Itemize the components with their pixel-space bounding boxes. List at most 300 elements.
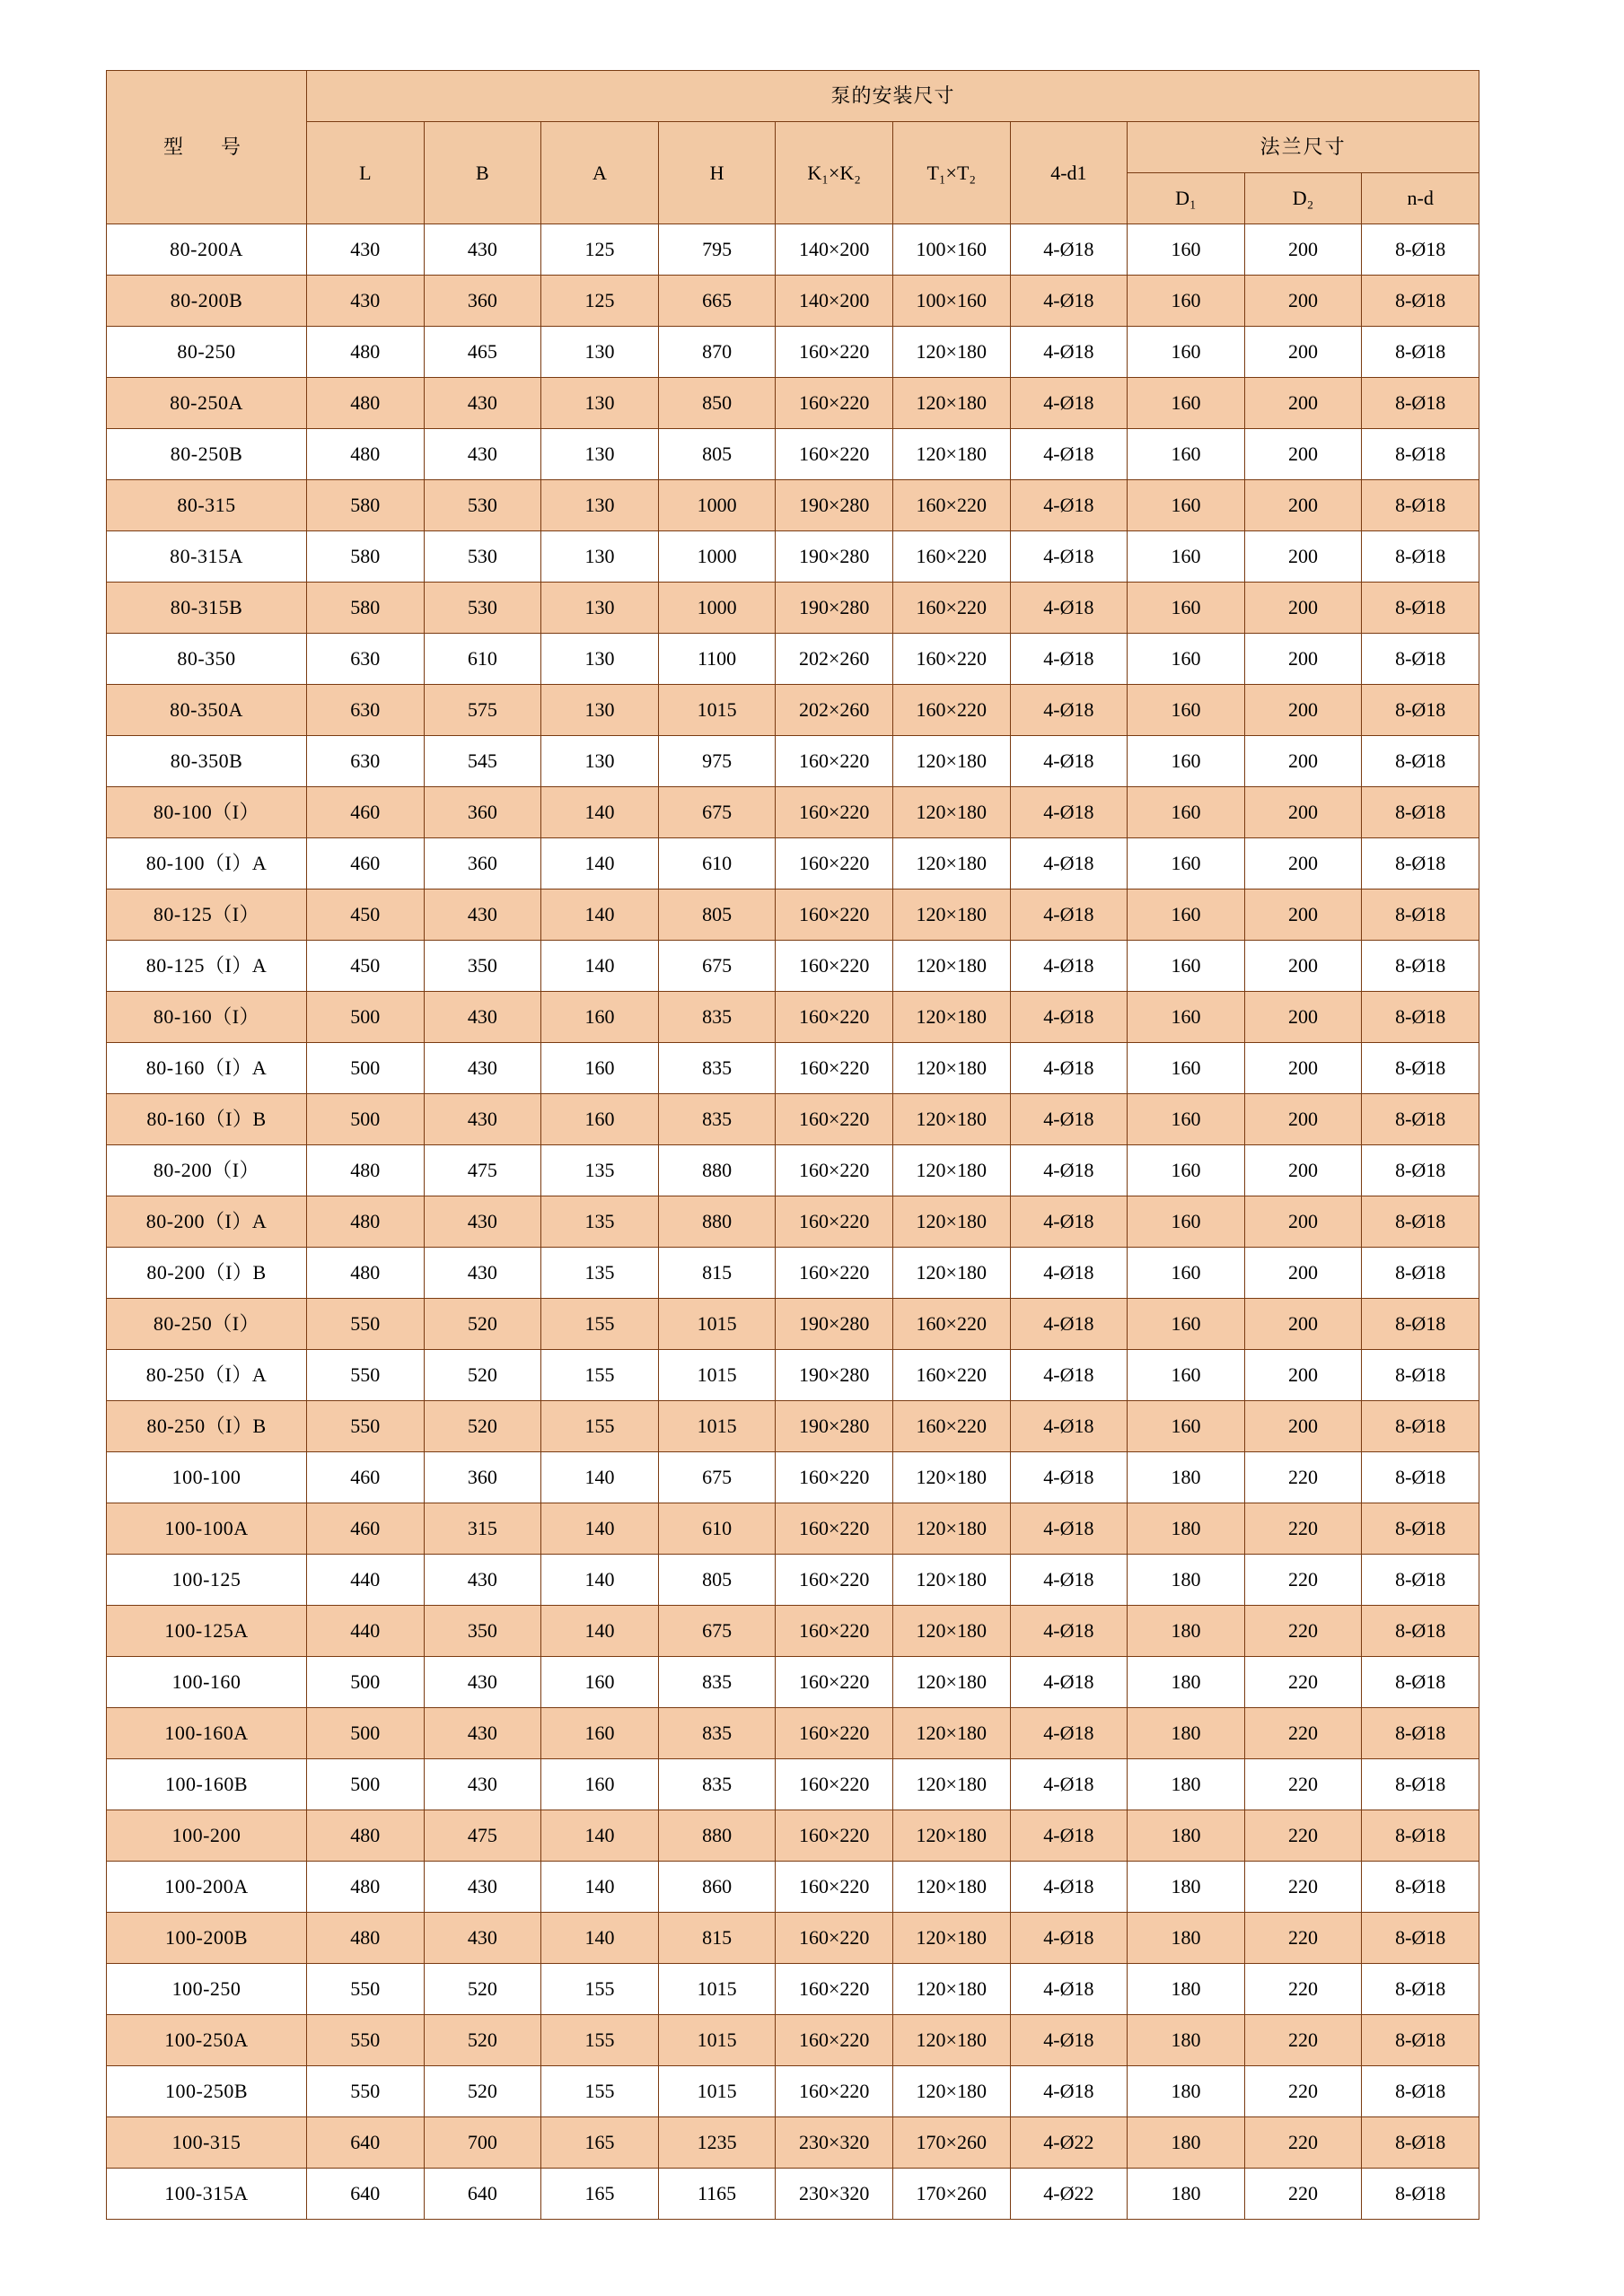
cell-D2: 200 [1244,327,1362,378]
cell-B: 610 [424,634,541,685]
cell-L: 630 [307,736,425,787]
cell-K: 160×220 [776,1810,893,1862]
cell-model: 80-160（I）A [107,1043,307,1094]
cell-H: 880 [658,1810,776,1862]
cell-L: 460 [307,838,425,889]
cell-K: 160×220 [776,1196,893,1248]
cell-B: 530 [424,583,541,634]
cell-d1: 4-Ø18 [1010,1452,1128,1503]
cell-nd: 8-Ø18 [1362,634,1479,685]
cell-d1: 4-Ø18 [1010,838,1128,889]
cell-B: 430 [424,889,541,941]
cell-model: 80-250（I）A [107,1350,307,1401]
table-row [107,1248,1479,1299]
cell-H: 880 [658,1196,776,1248]
cell-model: 80-350B [107,736,307,787]
cell-D1: 180 [1128,1913,1245,1964]
cell-A: 135 [541,1196,659,1248]
cell-T: 120×180 [892,1964,1010,2015]
cell-H: 1235 [658,2117,776,2169]
cell-B: 350 [424,941,541,992]
cell-H: 1000 [658,583,776,634]
cell-B: 430 [424,992,541,1043]
cell-T: 120×180 [892,1503,1010,1555]
cell-K: 160×220 [776,736,893,787]
cell-H: 665 [658,276,776,327]
cell-A: 155 [541,2015,659,2066]
cell-nd: 8-Ø18 [1362,1145,1479,1196]
cell-nd: 8-Ø18 [1362,1759,1479,1810]
cell-A: 155 [541,2066,659,2117]
cell-nd: 8-Ø18 [1362,736,1479,787]
cell-nd: 8-Ø18 [1362,1401,1479,1452]
cell-model: 100-125 [107,1555,307,1606]
cell-K: 160×220 [776,889,893,941]
cell-d1: 4-Ø18 [1010,480,1128,531]
table-row [107,1401,1479,1452]
cell-H: 610 [658,1503,776,1555]
cell-B: 430 [424,1862,541,1913]
cell-B: 520 [424,1350,541,1401]
cell-D1: 180 [1128,1708,1245,1759]
cell-d1: 4-Ø18 [1010,1043,1128,1094]
cell-model: 80-315 [107,480,307,531]
cell-D1: 160 [1128,838,1245,889]
cell-D2: 200 [1244,1196,1362,1248]
cell-nd: 8-Ø18 [1362,378,1479,429]
cell-K: 190×280 [776,531,893,583]
cell-H: 1100 [658,634,776,685]
cell-L: 500 [307,1094,425,1145]
cell-A: 140 [541,1452,659,1503]
cell-B: 575 [424,685,541,736]
cell-K: 160×220 [776,1452,893,1503]
cell-D1: 180 [1128,1810,1245,1862]
cell-B: 430 [424,429,541,480]
cell-B: 315 [424,1503,541,1555]
cell-B: 360 [424,838,541,889]
header-row-2 [107,122,1479,173]
table-row [107,1043,1479,1094]
cell-d1: 4-Ø18 [1010,685,1128,736]
cell-B: 430 [424,1043,541,1094]
cell-d1: 4-Ø18 [1010,736,1128,787]
cell-d1: 4-Ø18 [1010,2066,1128,2117]
cell-nd: 8-Ø18 [1362,1555,1479,1606]
cell-K: 190×280 [776,1350,893,1401]
cell-A: 140 [541,889,659,941]
cell-d1: 4-Ø18 [1010,1350,1128,1401]
cell-A: 155 [541,1401,659,1452]
cell-D1: 180 [1128,2015,1245,2066]
cell-H: 1015 [658,2066,776,2117]
cell-L: 500 [307,1708,425,1759]
cell-A: 130 [541,634,659,685]
cell-B: 430 [424,378,541,429]
cell-nd: 8-Ø18 [1362,531,1479,583]
cell-d1: 4-Ø18 [1010,1145,1128,1196]
cell-T: 120×180 [892,378,1010,429]
cell-model: 100-100A [107,1503,307,1555]
cell-L: 500 [307,1657,425,1708]
cell-A: 165 [541,2169,659,2220]
cell-H: 835 [658,992,776,1043]
cell-d1: 4-Ø18 [1010,1094,1128,1145]
cell-K: 160×220 [776,1094,893,1145]
cell-D1: 160 [1128,736,1245,787]
cell-T: 120×180 [892,2015,1010,2066]
cell-H: 1015 [658,1401,776,1452]
cell-T: 170×260 [892,2169,1010,2220]
cell-K: 190×280 [776,1299,893,1350]
cell-d1: 4-Ø18 [1010,1196,1128,1248]
cell-nd: 8-Ø18 [1362,992,1479,1043]
cell-T: 120×180 [892,1145,1010,1196]
cell-model: 80-350A [107,685,307,736]
cell-K: 160×220 [776,2066,893,2117]
cell-B: 430 [424,1555,541,1606]
cell-T: 120×180 [892,1759,1010,1810]
cell-nd: 8-Ø18 [1362,1503,1479,1555]
cell-T: 120×180 [892,1606,1010,1657]
cell-L: 430 [307,276,425,327]
cell-D2: 200 [1244,1248,1362,1299]
cell-B: 465 [424,327,541,378]
cell-K: 160×220 [776,1759,893,1810]
cell-nd: 8-Ø18 [1362,889,1479,941]
cell-A: 155 [541,1350,659,1401]
cell-d1: 4-Ø18 [1010,1503,1128,1555]
cell-nd: 8-Ø18 [1362,2117,1479,2169]
cell-T: 120×180 [892,327,1010,378]
cell-B: 520 [424,1401,541,1452]
cell-K: 160×220 [776,327,893,378]
cell-H: 675 [658,1452,776,1503]
cell-K: 202×260 [776,634,893,685]
cell-A: 160 [541,1043,659,1094]
cell-T: 120×180 [892,941,1010,992]
cell-model: 100-315 [107,2117,307,2169]
cell-L: 500 [307,1759,425,1810]
cell-nd: 8-Ø18 [1362,787,1479,838]
cell-D2: 200 [1244,1401,1362,1452]
cell-K: 160×220 [776,1503,893,1555]
cell-H: 1165 [658,2169,776,2220]
table-row [107,1350,1479,1401]
cell-D1: 180 [1128,2169,1245,2220]
cell-D2: 200 [1244,1145,1362,1196]
cell-D2: 200 [1244,583,1362,634]
cell-nd: 8-Ø18 [1362,429,1479,480]
cell-L: 480 [307,1248,425,1299]
cell-B: 475 [424,1145,541,1196]
cell-nd: 8-Ø18 [1362,1964,1479,2015]
cell-K: 160×220 [776,787,893,838]
cell-H: 835 [658,1759,776,1810]
cell-T: 120×180 [892,838,1010,889]
cell-D2: 200 [1244,531,1362,583]
cell-A: 140 [541,1913,659,1964]
table-row [107,327,1479,378]
cell-A: 140 [541,1810,659,1862]
table-row [107,1862,1479,1913]
table-row [107,531,1479,583]
cell-H: 860 [658,1862,776,1913]
cell-K: 160×220 [776,1708,893,1759]
cell-d1: 4-Ø18 [1010,1759,1128,1810]
cell-B: 520 [424,1964,541,2015]
cell-T: 120×180 [892,1555,1010,1606]
cell-D2: 220 [1244,2066,1362,2117]
cell-nd: 8-Ø18 [1362,2169,1479,2220]
table-row [107,429,1479,480]
cell-T: 170×260 [892,2117,1010,2169]
cell-H: 870 [658,327,776,378]
cell-D2: 220 [1244,1503,1362,1555]
cell-D2: 200 [1244,685,1362,736]
cell-D1: 160 [1128,1145,1245,1196]
cell-model: 80-100（I） [107,787,307,838]
cell-D1: 160 [1128,1299,1245,1350]
cell-A: 140 [541,838,659,889]
cell-H: 835 [658,1094,776,1145]
cell-L: 460 [307,1503,425,1555]
cell-model: 100-100 [107,1452,307,1503]
cell-L: 630 [307,634,425,685]
cell-H: 835 [658,1657,776,1708]
cell-H: 805 [658,889,776,941]
table-row [107,378,1479,429]
cell-A: 130 [541,378,659,429]
cell-L: 460 [307,1452,425,1503]
table-row [107,889,1479,941]
cell-A: 130 [541,736,659,787]
cell-H: 815 [658,1913,776,1964]
cell-D1: 160 [1128,941,1245,992]
cell-A: 140 [541,1606,659,1657]
cell-T: 120×180 [892,1862,1010,1913]
cell-d1: 4-Ø18 [1010,1299,1128,1350]
table-row [107,1810,1479,1862]
cell-K: 190×280 [776,480,893,531]
cell-B: 430 [424,1094,541,1145]
cell-model: 100-250 [107,1964,307,2015]
cell-K: 202×260 [776,685,893,736]
cell-K: 160×220 [776,1248,893,1299]
cell-A: 140 [541,1503,659,1555]
cell-L: 640 [307,2169,425,2220]
cell-T: 120×180 [892,1452,1010,1503]
table-row [107,2117,1479,2169]
cell-D2: 200 [1244,941,1362,992]
cell-B: 430 [424,1913,541,1964]
cell-d1: 4-Ø18 [1010,1862,1128,1913]
cell-L: 550 [307,2066,425,2117]
cell-B: 360 [424,276,541,327]
cell-D1: 160 [1128,531,1245,583]
cell-d1: 4-Ø18 [1010,2015,1128,2066]
cell-H: 815 [658,1248,776,1299]
cell-A: 125 [541,224,659,276]
cell-d1: 4-Ø18 [1010,1810,1128,1862]
cell-d1: 4-Ø18 [1010,1913,1128,1964]
cell-D2: 200 [1244,224,1362,276]
cell-nd: 8-Ø18 [1362,224,1479,276]
cell-A: 155 [541,1299,659,1350]
cell-B: 530 [424,480,541,531]
cell-D1: 160 [1128,1401,1245,1452]
cell-B: 520 [424,1299,541,1350]
cell-D1: 160 [1128,480,1245,531]
cell-K: 160×220 [776,2015,893,2066]
cell-B: 545 [424,736,541,787]
cell-B: 350 [424,1606,541,1657]
cell-d1: 4-Ø18 [1010,1248,1128,1299]
cell-model: 80-250 [107,327,307,378]
cell-D2: 200 [1244,992,1362,1043]
cell-d1: 4-Ø18 [1010,327,1128,378]
cell-D2: 200 [1244,787,1362,838]
cell-model: 100-200A [107,1862,307,1913]
cell-T: 120×180 [892,736,1010,787]
cell-D2: 200 [1244,480,1362,531]
cell-H: 805 [658,1555,776,1606]
cell-H: 675 [658,787,776,838]
cell-B: 430 [424,1657,541,1708]
table-row [107,1196,1479,1248]
cell-H: 835 [658,1708,776,1759]
table-row [107,1145,1479,1196]
cell-D1: 160 [1128,583,1245,634]
cell-K: 160×220 [776,1862,893,1913]
cell-model: 80-200A [107,224,307,276]
cell-d1: 4-Ø18 [1010,1708,1128,1759]
cell-model: 80-125（I）A [107,941,307,992]
cell-nd: 8-Ø18 [1362,1708,1479,1759]
table-row [107,1606,1479,1657]
table-row [107,1299,1479,1350]
cell-T: 160×220 [892,1350,1010,1401]
cell-D1: 160 [1128,276,1245,327]
cell-d1: 4-Ø18 [1010,1606,1128,1657]
cell-nd: 8-Ø18 [1362,1248,1479,1299]
cell-L: 580 [307,531,425,583]
cell-nd: 8-Ø18 [1362,1043,1479,1094]
cell-K: 190×280 [776,1401,893,1452]
cell-A: 125 [541,276,659,327]
cell-H: 975 [658,736,776,787]
cell-H: 880 [658,1145,776,1196]
cell-d1: 4-Ø18 [1010,276,1128,327]
table-row [107,838,1479,889]
table-row [107,1759,1479,1810]
cell-model: 100-200B [107,1913,307,1964]
cell-K: 160×220 [776,1145,893,1196]
cell-model: 100-160 [107,1657,307,1708]
cell-D2: 220 [1244,1913,1362,1964]
cell-L: 480 [307,1862,425,1913]
cell-L: 580 [307,583,425,634]
table-row [107,685,1479,736]
table-row [107,1555,1479,1606]
cell-model: 100-125A [107,1606,307,1657]
cell-D1: 160 [1128,378,1245,429]
cell-model: 80-350 [107,634,307,685]
cell-D2: 220 [1244,2117,1362,2169]
cell-d1: 4-Ø18 [1010,1657,1128,1708]
cell-B: 640 [424,2169,541,2220]
cell-A: 155 [541,1964,659,2015]
cell-B: 520 [424,2066,541,2117]
cell-L: 430 [307,224,425,276]
cell-nd: 8-Ø18 [1362,1196,1479,1248]
header-col-D2: D₂ [1244,173,1362,224]
cell-model: 80-250B [107,429,307,480]
cell-H: 850 [658,378,776,429]
cell-B: 475 [424,1810,541,1862]
cell-K: 160×220 [776,1913,893,1964]
cell-A: 130 [541,685,659,736]
cell-A: 135 [541,1145,659,1196]
table-row [107,1503,1479,1555]
table-row [107,1094,1479,1145]
cell-L: 480 [307,1913,425,1964]
cell-B: 430 [424,1708,541,1759]
cell-nd: 8-Ø18 [1362,1299,1479,1350]
cell-d1: 4-Ø18 [1010,378,1128,429]
cell-L: 550 [307,2015,425,2066]
cell-K: 160×220 [776,1555,893,1606]
cell-nd: 8-Ø18 [1362,1606,1479,1657]
cell-D1: 180 [1128,1964,1245,2015]
cell-nd: 8-Ø18 [1362,1094,1479,1145]
cell-d1: 4-Ø18 [1010,1964,1128,2015]
cell-nd: 8-Ø18 [1362,838,1479,889]
cell-L: 450 [307,941,425,992]
cell-D2: 200 [1244,889,1362,941]
cell-D1: 160 [1128,1094,1245,1145]
cell-D1: 180 [1128,1606,1245,1657]
cell-A: 130 [541,583,659,634]
cell-d1: 4-Ø18 [1010,889,1128,941]
cell-nd: 8-Ø18 [1362,1862,1479,1913]
cell-d1: 4-Ø18 [1010,992,1128,1043]
cell-model: 80-160（I）B [107,1094,307,1145]
cell-K: 160×220 [776,1657,893,1708]
cell-B: 430 [424,1248,541,1299]
cell-D1: 160 [1128,1248,1245,1299]
cell-B: 430 [424,1196,541,1248]
cell-B: 520 [424,2015,541,2066]
cell-T: 160×220 [892,1299,1010,1350]
cell-nd: 8-Ø18 [1362,1350,1479,1401]
header-flange: 法兰尺寸 [1128,122,1479,173]
cell-nd: 8-Ø18 [1362,1452,1479,1503]
cell-d1: 4-Ø22 [1010,2117,1128,2169]
cell-H: 610 [658,838,776,889]
cell-d1: 4-Ø18 [1010,531,1128,583]
cell-nd: 8-Ø18 [1362,583,1479,634]
cell-D2: 220 [1244,1759,1362,1810]
cell-L: 460 [307,787,425,838]
cell-B: 360 [424,787,541,838]
cell-A: 160 [541,1657,659,1708]
cell-K: 140×200 [776,224,893,276]
cell-B: 700 [424,2117,541,2169]
cell-D2: 220 [1244,1708,1362,1759]
cell-T: 160×220 [892,583,1010,634]
cell-d1: 4-Ø18 [1010,1401,1128,1452]
